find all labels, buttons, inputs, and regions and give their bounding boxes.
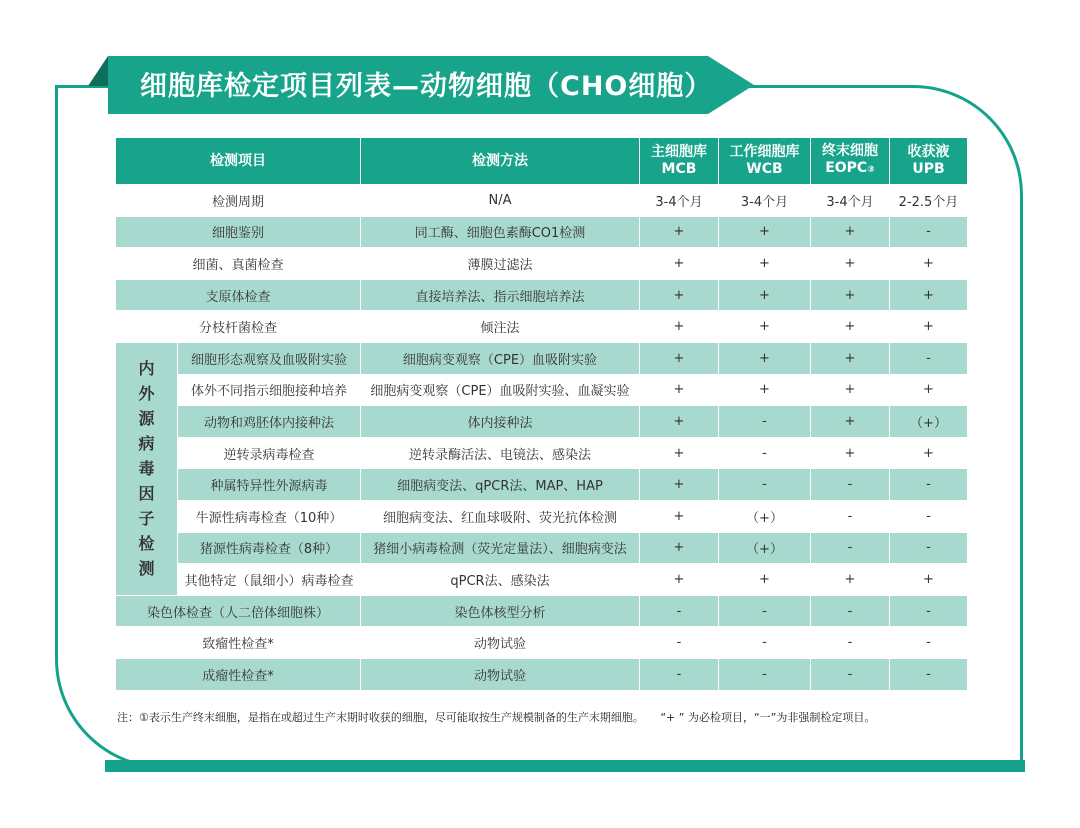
row-method: qPCR法、感染法	[361, 564, 640, 596]
row-eopc: +	[811, 437, 890, 469]
virus-category-label: 内 外 源 病 毒 因 子 检 测	[116, 342, 178, 595]
header-wcb: 工作细胞库 WCB	[719, 138, 811, 185]
row-mcb: +	[640, 406, 719, 438]
row-mcb: +	[640, 374, 719, 406]
header-mcb: 主细胞库 MCB	[640, 138, 719, 185]
row-eopc: -	[811, 532, 890, 564]
table-row	[116, 185, 968, 217]
row-wcb: -	[719, 437, 811, 469]
table-row	[116, 374, 968, 406]
row-eopc: -	[811, 627, 890, 659]
row-eopc: +	[811, 564, 890, 596]
row-upb: -	[890, 469, 968, 501]
row-eopc: +	[811, 248, 890, 280]
row-eopc: -	[811, 469, 890, 501]
row-upb: +	[890, 437, 968, 469]
row-eopc: +	[811, 216, 890, 248]
table-row	[116, 500, 968, 532]
row-method: 动物试验	[361, 627, 640, 659]
frame-bottom-bar	[105, 760, 1025, 772]
row-method: 薄膜过滤法	[361, 248, 640, 280]
row-wcb: -	[719, 627, 811, 659]
row-eopc: +	[811, 311, 890, 343]
row-eopc: -	[811, 658, 890, 690]
page-title: 细胞库检定项目列表—动物细胞（CHO细胞）	[140, 71, 713, 102]
row-mcb: +	[640, 342, 719, 374]
row-method: 细胞病变观察（CPE）血吸附实验、血凝实验	[361, 374, 640, 406]
row-upb: -	[890, 595, 968, 627]
row-mcb: +	[640, 500, 719, 532]
row-wcb: +	[719, 248, 811, 280]
row-method: 细胞病变观察（CPE）血吸附实验	[361, 342, 640, 374]
table-row	[116, 216, 968, 248]
row-upb: （+）	[890, 406, 968, 438]
row-upb: -	[890, 532, 968, 564]
row-item: 细胞形态观察及血吸附实验	[178, 342, 361, 374]
row-item: 成瘤性检查*	[116, 658, 361, 690]
row-upb: +	[890, 564, 968, 596]
row-item: 支原体检查	[116, 279, 361, 311]
table-row	[116, 532, 968, 564]
row-item: 逆转录病毒检查	[178, 437, 361, 469]
row-wcb: -	[719, 658, 811, 690]
row-mcb: +	[640, 311, 719, 343]
row-eopc: +	[811, 406, 890, 438]
row-method: 直接培养法、指示细胞培养法	[361, 279, 640, 311]
row-item: 牛源性病毒检查（10种）	[178, 500, 361, 532]
row-wcb: -	[719, 595, 811, 627]
row-mcb: -	[640, 658, 719, 690]
row-method: 体内接种法	[361, 406, 640, 438]
row-item: 分枝杆菌检查	[116, 311, 361, 343]
row-wcb: +	[719, 311, 811, 343]
row-mcb: -	[640, 627, 719, 659]
row-upb: +	[890, 374, 968, 406]
row-upb: -	[890, 216, 968, 248]
row-wcb: -	[719, 469, 811, 501]
table-row	[116, 627, 968, 659]
row-item: 猪源性病毒检查（8种）	[178, 532, 361, 564]
row-mcb: +	[640, 279, 719, 311]
header-upb: 收获液 UPB	[890, 138, 968, 185]
row-method: 细胞病变法、红血球吸附、荧光抗体检测	[361, 500, 640, 532]
row-item: 动物和鸡胚体内接种法	[178, 406, 361, 438]
table-row	[116, 406, 968, 438]
row-wcb: （+）	[719, 532, 811, 564]
row-item: 致瘤性检查*	[116, 627, 361, 659]
row-upb: +	[890, 279, 968, 311]
row-method: 猪细小病毒检测（荧光定量法）、细胞病变法	[361, 532, 640, 564]
row-wcb: +	[719, 279, 811, 311]
table-row	[116, 658, 968, 690]
row-wcb: +	[719, 564, 811, 596]
row-method: 逆转录酶活法、电镜法、感染法	[361, 437, 640, 469]
row-item: 种属特异性外源病毒	[178, 469, 361, 501]
row-wcb: +	[719, 216, 811, 248]
table-row	[116, 342, 968, 374]
row-eopc: -	[811, 595, 890, 627]
row-item: 检测周期	[116, 185, 361, 217]
table-row	[116, 311, 968, 343]
row-mcb: +	[640, 216, 719, 248]
row-eopc: +	[811, 279, 890, 311]
row-mcb: +	[640, 469, 719, 501]
row-mcb: 3-4个月	[640, 185, 719, 217]
row-upb: -	[890, 627, 968, 659]
table-row	[116, 564, 968, 596]
row-method: 染色体核型分析	[361, 595, 640, 627]
row-upb: 2-2.5个月	[890, 185, 968, 217]
table-header-row	[116, 138, 968, 185]
header-eopc: 终末细胞 EOPC③	[811, 138, 890, 185]
inspection-table	[115, 137, 968, 691]
row-item: 染色体检查（人二倍体细胞株）	[116, 595, 361, 627]
row-upb: -	[890, 500, 968, 532]
row-eopc: +	[811, 374, 890, 406]
header-item: 检测项目	[116, 138, 361, 185]
row-upb: +	[890, 248, 968, 280]
row-upb: -	[890, 342, 968, 374]
row-mcb: +	[640, 564, 719, 596]
row-method: N/A	[361, 185, 640, 217]
row-mcb: +	[640, 437, 719, 469]
table-row	[116, 469, 968, 501]
header-method: 检测方法	[361, 138, 640, 185]
row-item: 细菌、真菌检查	[116, 248, 361, 280]
table-row	[116, 595, 968, 627]
row-wcb: （+）	[719, 500, 811, 532]
row-item: 细胞鉴别	[116, 216, 361, 248]
row-eopc: -	[811, 500, 890, 532]
row-item: 体外不同指示细胞接种培养	[178, 374, 361, 406]
row-eopc: 3-4个月	[811, 185, 890, 217]
row-item: 其他特定（鼠细小）病毒检查	[178, 564, 361, 596]
row-wcb: +	[719, 374, 811, 406]
row-eopc: +	[811, 342, 890, 374]
row-method: 细胞病变法、qPCR法、MAP、HAP	[361, 469, 640, 501]
row-mcb: -	[640, 595, 719, 627]
row-wcb: -	[719, 406, 811, 438]
footnote: 注：①表示生产终末细胞，是指在或超过生产末期时收获的细胞，尽可能取按生产规模制备的生产末期细胞。 “+ ” 为必检项目，“一”为非强制检定项目。	[117, 711, 876, 724]
banner-fold	[88, 56, 108, 86]
row-method: 动物试验	[361, 658, 640, 690]
row-mcb: +	[640, 532, 719, 564]
row-wcb: +	[719, 342, 811, 374]
table-row	[116, 437, 968, 469]
row-upb: -	[890, 658, 968, 690]
row-upb: +	[890, 311, 968, 343]
row-mcb: +	[640, 248, 719, 280]
table-row	[116, 248, 968, 280]
row-wcb: 3-4个月	[719, 185, 811, 217]
row-method: 倾注法	[361, 311, 640, 343]
table-row	[116, 279, 968, 311]
row-method: 同工酶、细胞色素酶CO1检测	[361, 216, 640, 248]
